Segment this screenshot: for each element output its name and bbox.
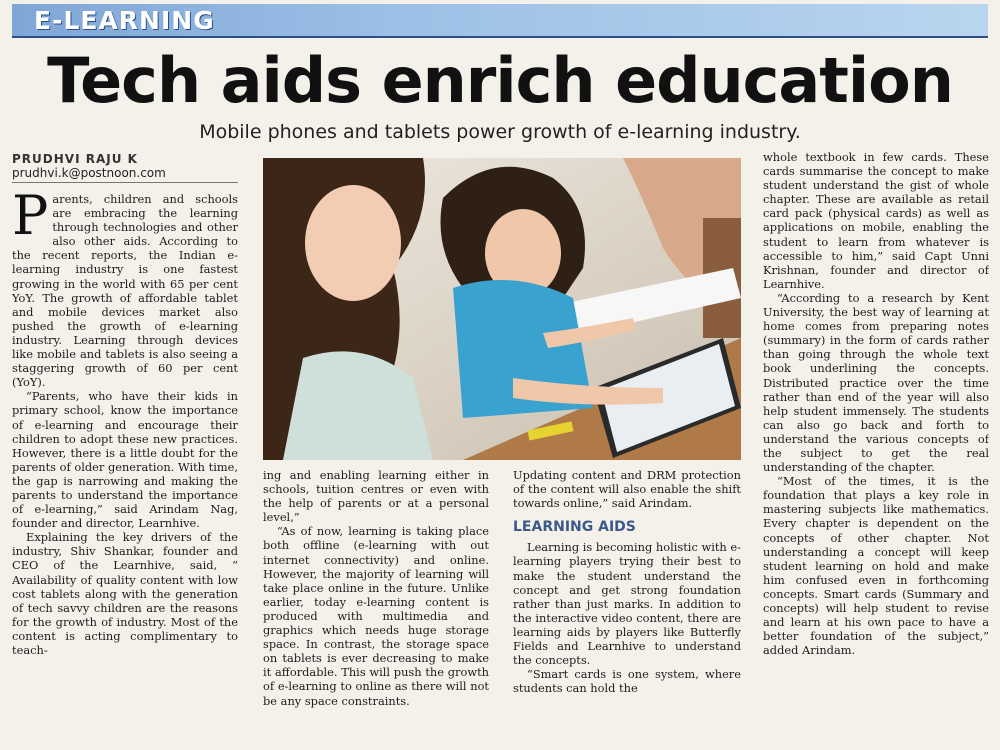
byline-name: PRUDHVI RAJU K bbox=[12, 152, 138, 166]
section-banner bbox=[12, 4, 988, 38]
col2-paragraph-2: “As of now, learning is taking place both offline (e-learning with out internet connectivity) and online. However, the majority of learning will take place online in the future. Unlike earlier, today e-learning content is produced with multimedia and graphics which needs huge storage space. In contrast, the storage space on tablets is ever decreasing to make it affordable. This will push the growth of e-learning to online as there will not be any space constraints. bbox=[263, 524, 489, 708]
col4-paragraph-3: “Most of the times, it is the foundation that plays a key role in mastering subjects like mathematics. Every chapter is dependent on the concepts of other chapter. Not understanding a concept will keep student learning on hold and make him confused even in forthcoming concepts. Smart cards (Summary and concepts) will help student to revise and learn at his own pace to have a better foundation of the subject,” added Arindam. bbox=[763, 474, 989, 658]
col4-paragraph-1: whole textbook in few cards. These cards summarise the concept to make student understand the gist of whole chapter. These are available as retail card pack (physical cards) as well as applications on mobile, enabling the student to learn from whatever is accessible to him,” said Capt Unni Krishnan, founder and director of Learnhive. bbox=[763, 150, 989, 291]
column-3 bbox=[513, 468, 741, 748]
headline: Tech aids enrich education bbox=[47, 44, 953, 117]
woman-face bbox=[305, 185, 401, 301]
column-2 bbox=[263, 468, 489, 748]
col1-paragraph-1-text: arents, children and schools are embracing the learning through technologies and other also other aids. According to the recent reports, the Indian e-learning industry is one fastest growing in the world with 65 per cent YoY. The growth of affordable tablet and mobile devices market also pushed the growth of e-learning industry. Learning through devices like mobile and tablets is also seeing a staggering growth of 60 per cent (YoY). bbox=[12, 192, 238, 390]
col1-paragraph-3: Explaining the key drivers of the industry, Shiv Shankar, founder and CEO of the Learnhive, said, “ Availability of quality content with low cost tablets along with the generation of tech savvy children are the reasons for the growth of industry. Most of the content is acting complimentary to teach- bbox=[12, 530, 238, 657]
col4-paragraph-2: “According to a research by Kent University, the best way of learning at home comes from preparing notes (summary) in the form of cards rather than going through the whole text book underlining the concepts. Distributed practice over the time rather than end of the year will also help student immensely. The students can also go back and forth to understand the various concepts of the subject to get the real understanding of the chapter. bbox=[763, 290, 989, 475]
col3-paragraph-1: Updating content and DRM protection of the content will also enable the shift towards online,” said Arindam. bbox=[513, 468, 741, 511]
students-with-tablet-photo bbox=[263, 158, 741, 460]
col1-paragraph-1 bbox=[12, 192, 238, 389]
dropcap: P bbox=[12, 192, 49, 247]
col3-paragraph-3: “Smart cards is one system, where students can hold the bbox=[513, 667, 741, 696]
column-4 bbox=[763, 150, 989, 748]
section-heading-learning-aids: LEARNING AIDS bbox=[513, 519, 636, 536]
photo-illustration bbox=[263, 158, 741, 460]
col2-paragraph-1: ing and enabling learning either in schools, tuition centres or even with the help of parents or at a personal level,” bbox=[263, 468, 489, 525]
column-1 bbox=[12, 192, 238, 748]
col1-paragraph-2: “Parents, who have their kids in primary school, know the importance of e-learning and encourage their children to adopt these new practices. However, there is a little doubt for the parents of older generation. With time, the gap is narrowing and making the parents to understand the importance of e-learning,” said Arindam Nag, founder and director, Learnhive. bbox=[12, 389, 238, 531]
section-label: E-LEARNING bbox=[34, 6, 215, 35]
col3-paragraph-2: Learning is becoming holistic with e-learning players trying their best to make the student understand the concept and get strong foundation rather than just marks. In addition to the interactive video content, there are learning aids by players like Butterfly Fields and Learnhive to understand the concepts. bbox=[513, 540, 741, 668]
byline-divider bbox=[12, 182, 238, 183]
byline-email: prudhvi.k@postnoon.com bbox=[12, 166, 166, 180]
subheadline: Mobile phones and tablets power growth of e-learning industry. bbox=[199, 121, 801, 143]
